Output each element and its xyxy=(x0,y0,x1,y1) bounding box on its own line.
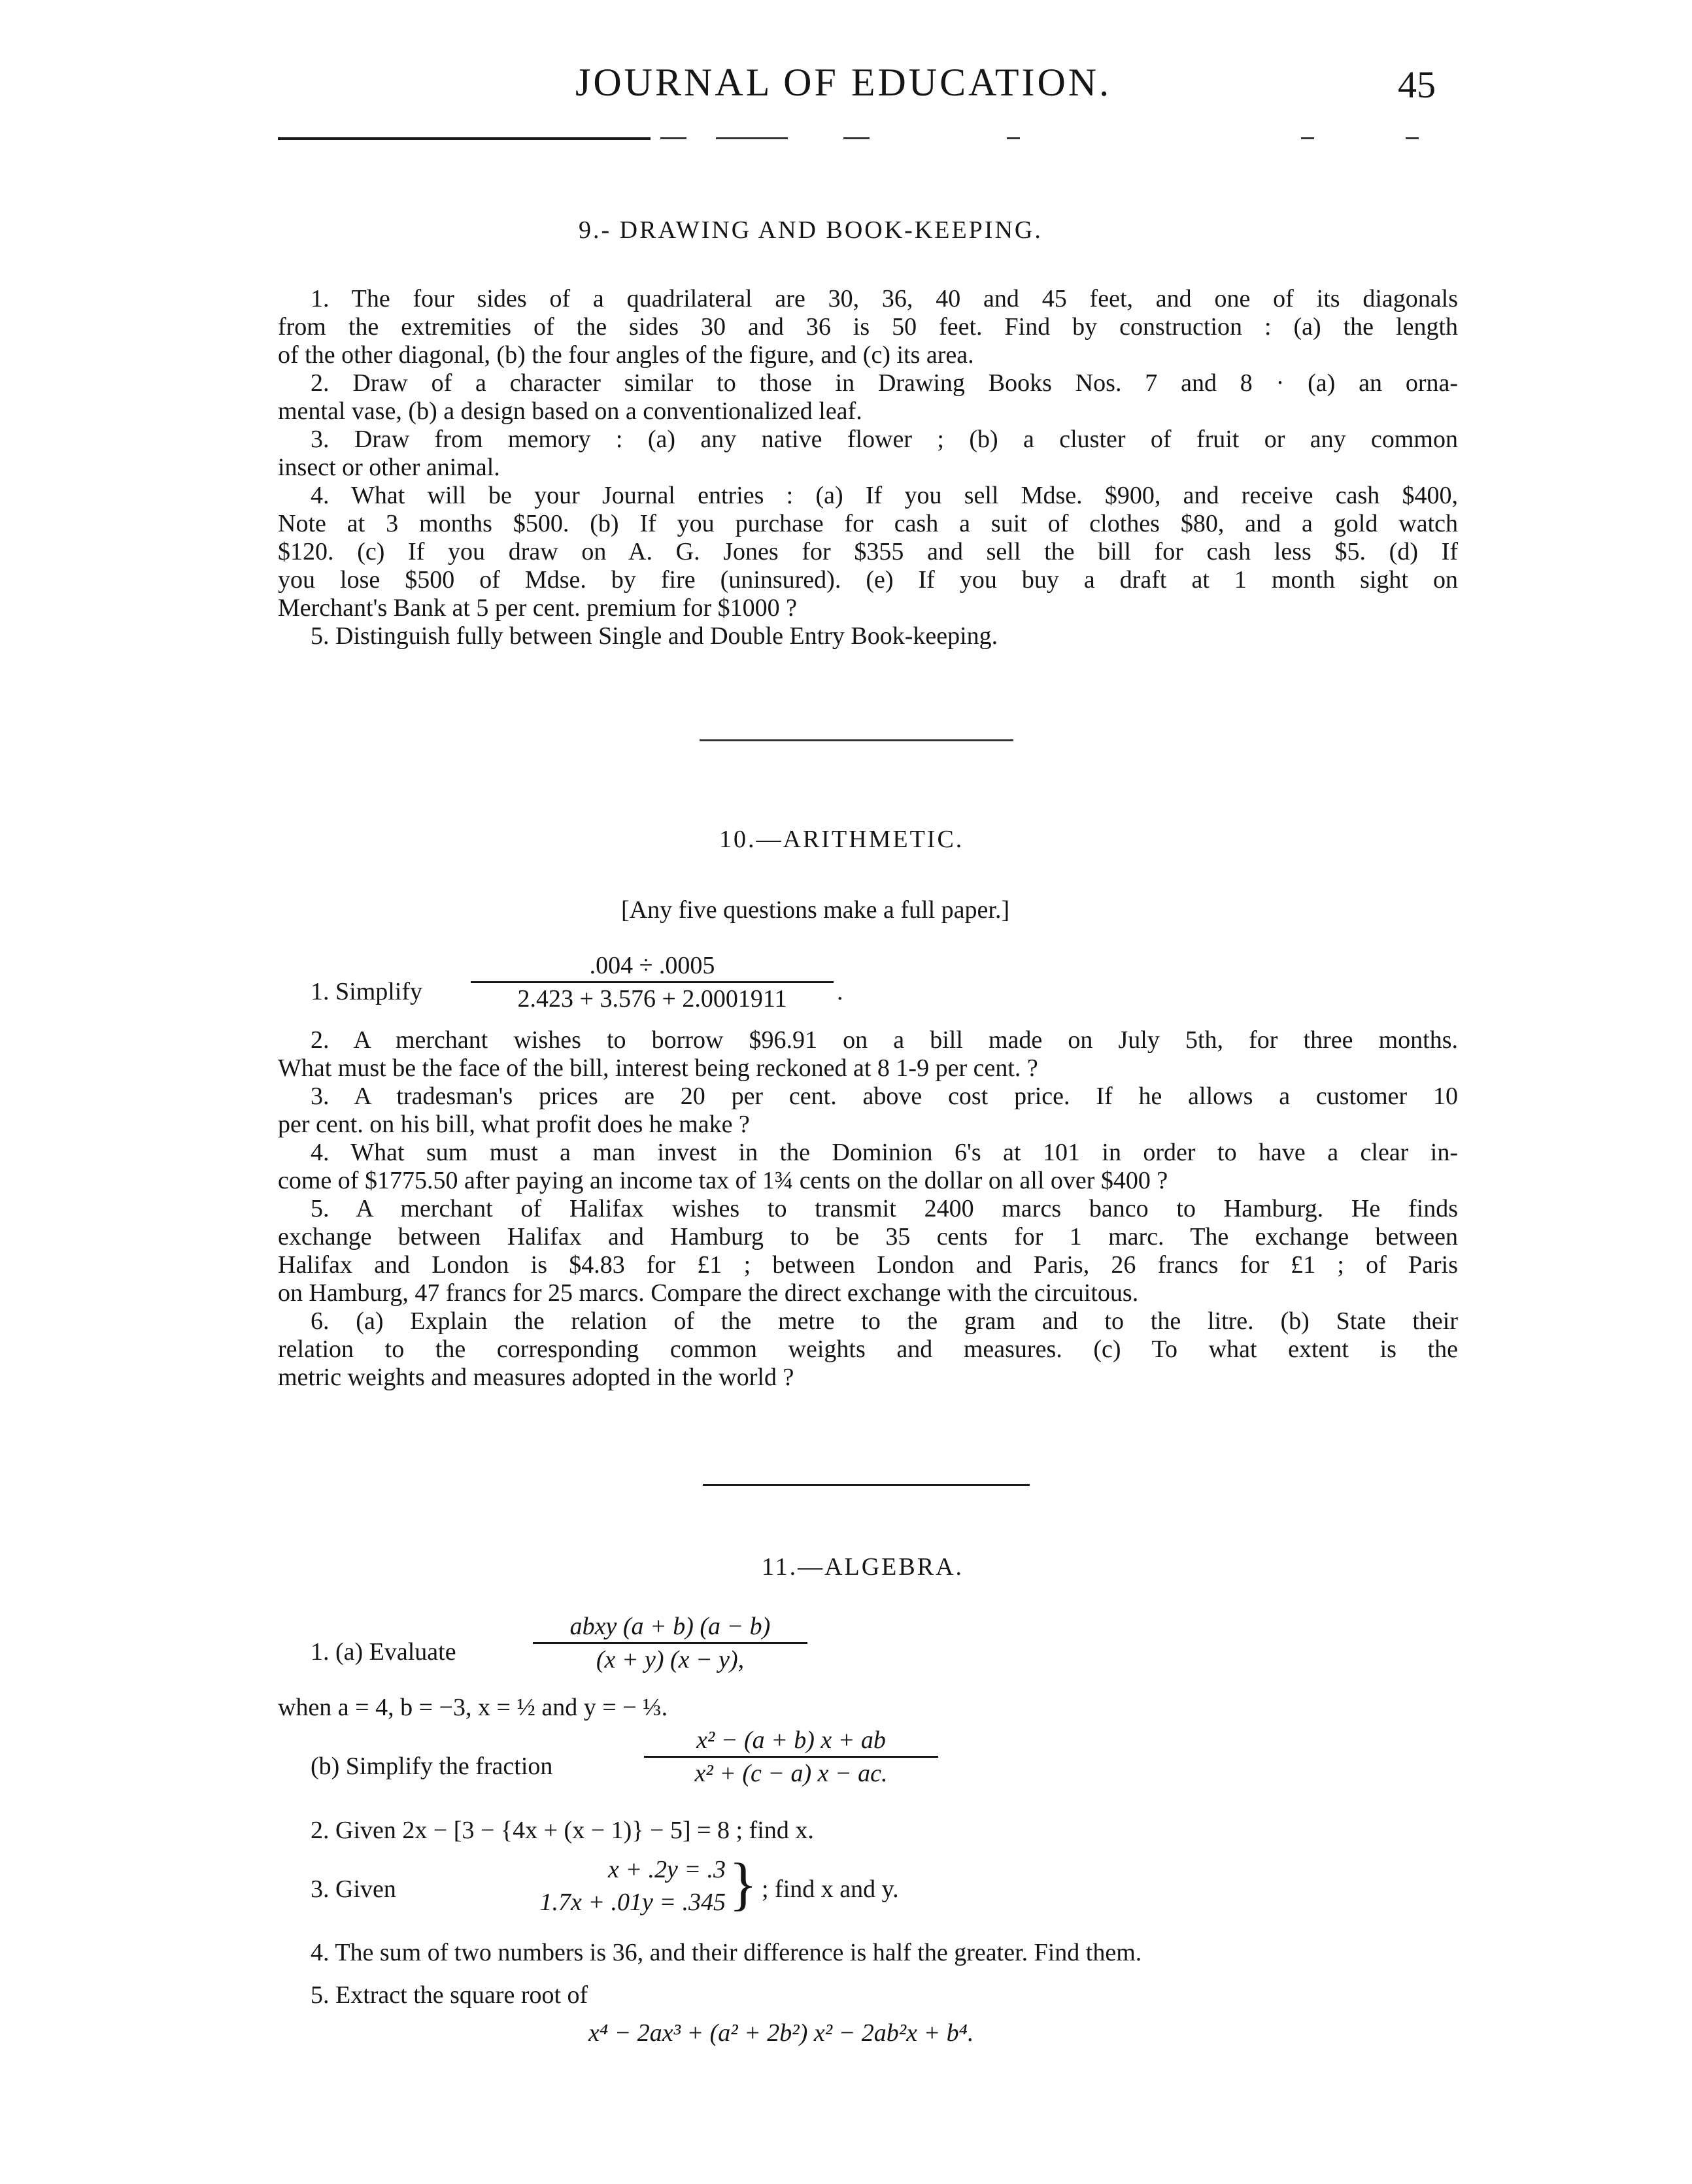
question-line: mental vase, (b) a design based on a conventionalized leaf. xyxy=(278,397,862,425)
question-line: metric weights and measures adopted in the world ? xyxy=(278,1364,794,1391)
question-line: 4. What sum must a man invest in the Dominion 6's at 101 in order to have a clear in- xyxy=(311,1139,1458,1166)
question-line: Note at 3 months $500. (b) If you purchase for cash a suit of clothes $80, and a gold watch xyxy=(278,510,1458,537)
question-line: 2. A merchant wishes to borrow $96.91 on a bill made on July 5th, for three months. xyxy=(311,1026,1458,1054)
question-line: insect or other animal. xyxy=(278,454,500,481)
algebra-q5-label: 5. Extract the square root of xyxy=(311,1981,588,2009)
fraction-numerator: x² − (a + b) x + ab xyxy=(696,1726,886,1754)
question-line: 6. (a) Explain the relation of the metre to the gram and to the litre. (b) State their xyxy=(311,1307,1458,1335)
question-line: relation to the corresponding common weights and measures. (c) To what extent is the xyxy=(278,1336,1458,1363)
arithmetic-q1-label: 1. Simplify xyxy=(311,978,423,1005)
drawing-question-5 xyxy=(278,622,1458,650)
algebra-q1a-label: 1. (a) Evaluate xyxy=(311,1638,456,1666)
fraction-denominator: x² + (c − a) x − ac. xyxy=(694,1760,888,1787)
header-rule-dash xyxy=(1301,137,1314,139)
algebra-question-4: 4. The sum of two numbers is 36, and their difference is half the greater. Find them. xyxy=(311,1939,1142,1966)
arithmetic-question-6 xyxy=(278,1307,1458,1392)
algebra-q1a-values: when a = 4, b = −3, x = ½ and y = − ⅓. xyxy=(278,1694,668,1721)
arithmetic-question-4 xyxy=(278,1139,1458,1195)
question-line: 3. A tradesman's prices are 20 per cent. above cost price. If he allows a customer 10 xyxy=(311,1083,1458,1110)
right-brace-icon: } xyxy=(729,1852,758,1917)
fraction-numerator: .004 ÷ .0005 xyxy=(589,952,715,979)
question-line: Halifax and London is $4.83 for £1 ; between London and Paris, 26 francs for £1 ; of Paris xyxy=(278,1251,1458,1279)
header-rule-dash xyxy=(660,137,686,139)
question-line: per cent. on his bill, what profit does he make ? xyxy=(278,1111,750,1138)
algebra-q3-equation-2: 1.7x + .01y = .345 xyxy=(539,1889,726,1916)
question-line: on Hamburg, 47 francs for 25 marcs. Compare the direct exchange with the circuitous. xyxy=(278,1279,1139,1307)
page-number: 45 xyxy=(1398,63,1436,106)
arithmetic-question-5 xyxy=(278,1195,1458,1307)
question-line: 2. Draw of a character similar to those in Drawing Books Nos. 7 and 8 · (a) an orna- xyxy=(311,369,1458,397)
drawing-question-4 xyxy=(278,482,1458,622)
header-rule-dash xyxy=(843,137,870,139)
fraction-denominator: (x + y) (x − y), xyxy=(596,1646,745,1673)
drawing-question-2 xyxy=(278,369,1458,426)
drawing-question-3 xyxy=(278,426,1458,482)
fraction-bar xyxy=(533,1642,807,1644)
arithmetic-q1-tail: . xyxy=(837,978,843,1005)
question-line: of the other diagonal, (b) the four angles of the figure, and (c) its area. xyxy=(278,341,974,369)
question-line: exchange between Halifax and Hamburg to be 35 cents for 1 marc. The exchange between xyxy=(278,1223,1458,1251)
fraction-bar xyxy=(471,981,834,983)
question-line: $120. (c) If you draw on A. G. Jones for $355 and sell the bill for cash less $5. (d) If xyxy=(278,538,1458,565)
section-separator xyxy=(703,1484,1030,1486)
question-line: you lose $500 of Mdse. by fire (uninsured). (e) If you buy a draft at 1 month sight on xyxy=(278,566,1458,594)
header-rule-dash xyxy=(716,137,788,139)
section-heading-drawing: 9.- DRAWING AND BOOK-KEEPING. xyxy=(579,216,1043,244)
arithmetic-q1-fraction xyxy=(471,951,834,1013)
algebra-q1b-fraction xyxy=(644,1726,938,1788)
question-line: Merchant's Bank at 5 per cent. premium for $1000 ? xyxy=(278,594,798,622)
question-line: 1. The four sides of a quadrilateral are 30, 36, 40 and 45 feet, and one of its diagonals xyxy=(311,285,1458,312)
question-line: What must be the face of the bill, interest being reckoned at 8 1-9 per cent. ? xyxy=(278,1054,1038,1082)
question-line: 4. What will be your Journal entries : (a) If you sell Mdse. $900, and receive cash $400, xyxy=(311,482,1458,509)
section-heading-arithmetic: 10.—ARITHMETIC. xyxy=(719,826,964,853)
journal-title: JOURNAL OF EDUCATION. xyxy=(575,61,1112,104)
fraction-bar xyxy=(644,1756,938,1758)
fraction-denominator: 2.423 + 3.576 + 2.0001911 xyxy=(517,985,787,1013)
arithmetic-question-2 xyxy=(278,1026,1458,1083)
algebra-q1b-label: (b) Simplify the fraction xyxy=(311,1753,553,1780)
question-line: from the extremities of the sides 30 and 36 is 50 feet. Find by construction : (a) the length xyxy=(278,313,1458,341)
header-rule-dash xyxy=(1007,137,1020,139)
section-heading-algebra: 11.—ALGEBRA. xyxy=(762,1553,964,1581)
algebra-q5-expression: x⁴ − 2ax³ + (a² + 2b²) x² − 2ab²x + b⁴. xyxy=(588,2019,974,2047)
algebra-question-2: 2. Given 2x − [3 − {4x + (x − 1)} − 5] = 8 ; find x. xyxy=(311,1817,814,1844)
arithmetic-note: [Any five questions make a full paper.] xyxy=(621,896,1010,924)
algebra-q1a-fraction xyxy=(533,1612,807,1674)
algebra-q3-label: 3. Given xyxy=(311,1875,396,1903)
header-rule xyxy=(278,137,651,140)
question-line: 5. Distinguish fully between Single and Double Entry Book-keeping. xyxy=(311,622,998,650)
algebra-q3-equation-1: x + .2y = .3 xyxy=(607,1856,726,1883)
arithmetic-question-3 xyxy=(278,1083,1458,1139)
fraction-numerator: abxy (a + b) (a − b) xyxy=(569,1613,771,1640)
section-separator xyxy=(700,739,1013,741)
algebra-q3-tail: ; find x and y. xyxy=(762,1875,899,1903)
question-line: 3. Draw from memory : (a) any native flower ; (b) a cluster of fruit or any common xyxy=(311,426,1458,453)
question-line: 5. A merchant of Halifax wishes to transmit 2400 marcs banco to Hamburg. He finds xyxy=(311,1195,1458,1222)
header-rule-dash xyxy=(1406,137,1419,139)
question-line: come of $1775.50 after paying an income tax of 1¾ cents on the dollar on all over $400 ? xyxy=(278,1167,1168,1194)
drawing-question-1 xyxy=(278,285,1458,369)
